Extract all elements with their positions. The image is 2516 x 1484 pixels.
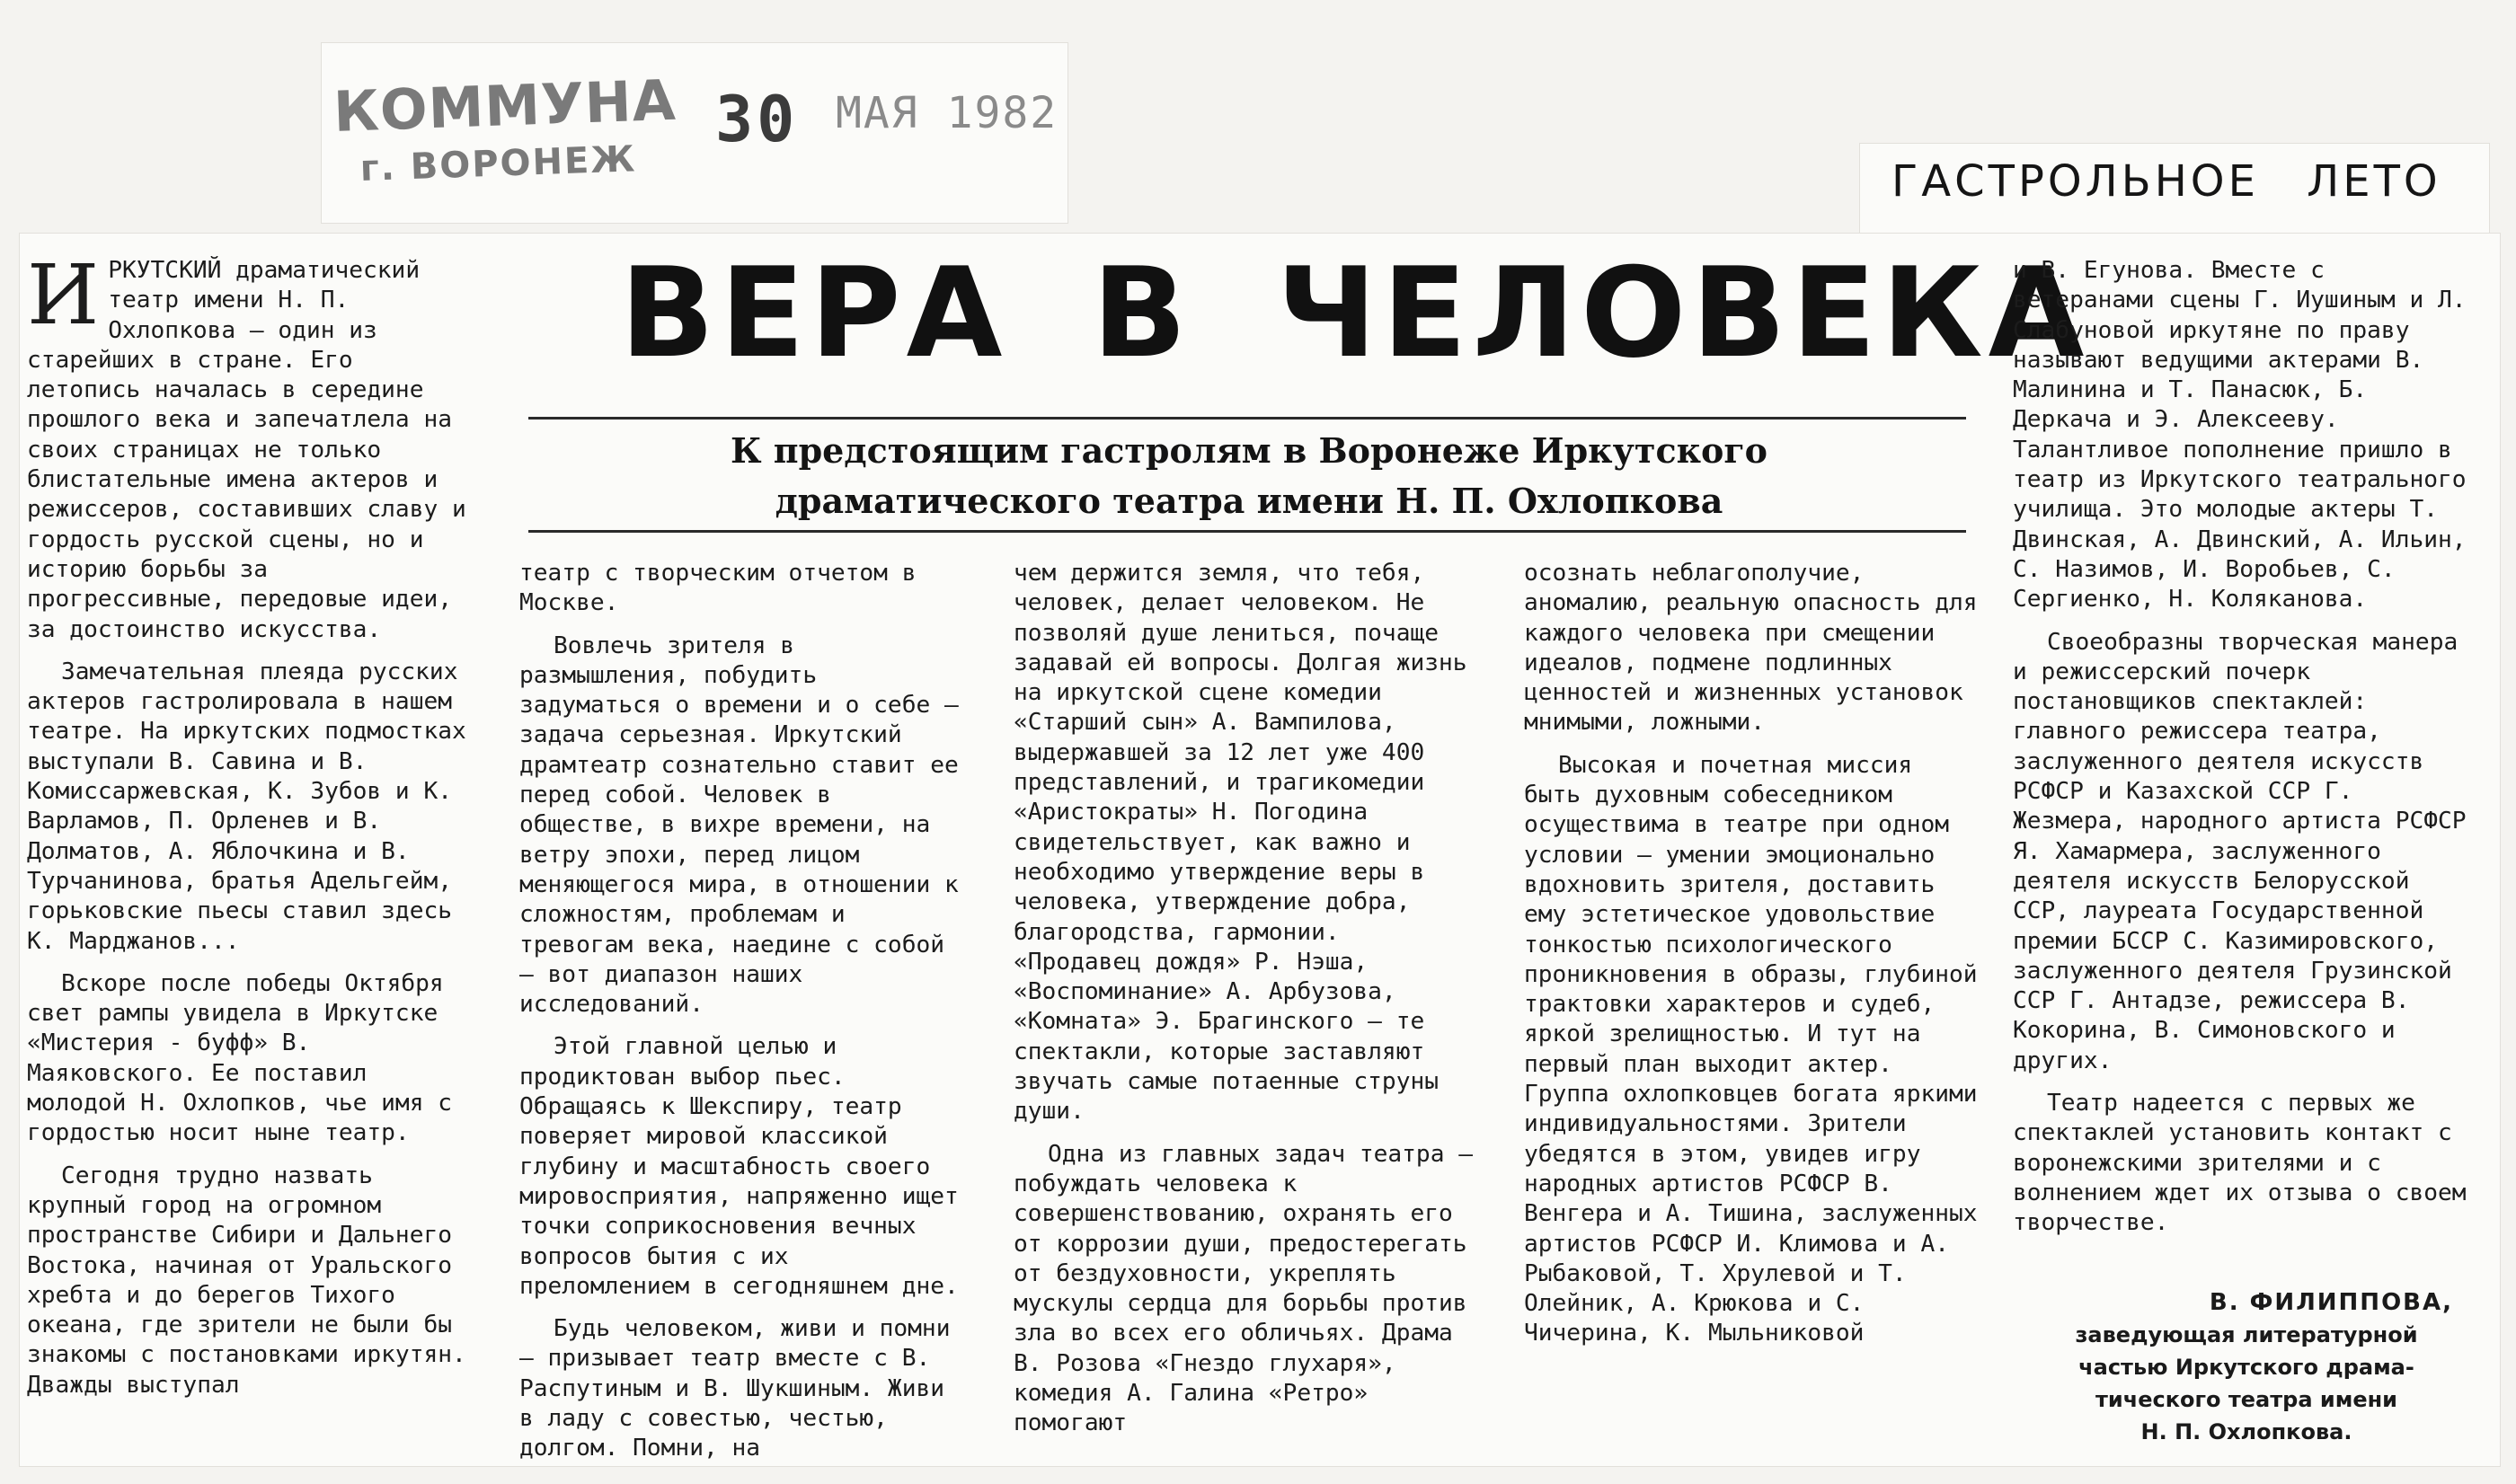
article-subhead <box>539 426 1959 526</box>
author-title-line: заведующая литературной <box>2075 1322 2418 1347</box>
author-title-line: тического театра имени <box>2095 1387 2397 1412</box>
subhead-line-1: К предстоящим гастролям в Воронеже Иркутского <box>730 430 1768 471</box>
paragraph: Высокая и почетная миссия быть духовным собеседником осуществима в театре при одном условии — умении эмоционально вдохновить зрителя, доставить ему эстетическое удовольствие тонкостью психологического проникновения в образы, глубиной трактовки характеров и судеб, яркой зрелищностью. И тут на первый план выходит актер. Группа охлопковцев богата яркими индивидуальностями. Зрители убедятся в этом, увидев игру народных артистов РСФСР В. Венгера и А. Тишина, заслуженных артистов РСФСР И. Климова и А. Рыбаковой, Т. Хрулевой и Т. Олейник, А. Крюкова и С. Чичерина, К. Мыльниковой <box>1524 751 1978 1347</box>
stamp-city: г. ВОРОНЕЖ <box>359 138 638 190</box>
paragraph: Замечательная плеяда русских актеров гастролировала в нашем театре. На иркутских подмостках выступали В. Савина и В. Комиссаржевская, К. Зубов и К. Варламов, П. Орленев и В. Долматов, А. Яблочкина и В. Турчанинова, братья Адельгейм, горьковские пьесы ставил здесь К. Марджанов... <box>27 658 466 955</box>
paragraph: чем держится земля, что тебя, человек, делает человеком. Не позволяй душе лениться, почаще задавай ей вопросы. Долгая жизнь на иркутской сцене комедии «Старший сын» А. Вампилова, выдержавшей за 12 лет уже 400 представлений, и трагикомедии «Аристократы» Н. Погодина свидетельствует, как важно и необходимо утверждение веры в человека, утверждение добра, благородства, гармонии. «Продавец дождя» Р. Нэша, «Воспоминание» А. Арбузова, «Комната» Э. Брагинского — те спектакли, которые заставляют звучать самые потаенные струны души. <box>1014 560 1467 1126</box>
article-column-2 <box>519 559 969 1464</box>
subhead-line-2: драматического театра имени Н. П. Охлопкова <box>775 481 1723 521</box>
article-column-4 <box>1524 559 1982 1349</box>
stamp-date-day: 30 <box>715 83 799 156</box>
article-headline: ВЕРА В ЧЕЛОВЕКА <box>620 241 2090 385</box>
paragraph: Будь человеком, живи и помни — призывает театр вместе с В. Распутиным и В. Шукшиным. Живи в ладу с совестью, честью, долгом. Помни, на <box>519 1315 951 1462</box>
paragraph: Одна из главных задач театра — побуждать человека к совершенствованию, охранять его от коррозии души, предостерегать от бездуховности, укреплять мускулы сердца для борьбы против зла во всех его обличьях. Драма В. Розова «Гнездо глухаря», комедия А. Галина «Ретро» помогают <box>1014 1140 1473 1437</box>
paragraph: Театр надеется с первых же спектаклей установить контакт с воронежскими зрителями и с волнением ждет их отзыва о своем творчестве. <box>2013 1090 2467 1237</box>
subhead-top-rule <box>528 417 1966 420</box>
paragraph: театр с творческим отчетом в Москве. <box>519 560 917 617</box>
article-column-3 <box>1014 559 1479 1439</box>
paragraph: ИРКУТСКИЙ драматический театр имени Н. П. Охлопкова — один из старейших в стране. Его летопись началась в середине прошлого века и запечатлела на своих страницах не только блистательные имена актеров и режиссеров, составивших славу и гордость русской сцены, но и историю борьбы за прогрессивные, передовые идеи, за достоинство искусства. <box>27 247 466 643</box>
paragraph: Сегодня трудно назвать крупный город на огромном пространстве Сибири и Дальнего Востока, начиная от Уральского хребта и до берегов Тихого океана, где зрители не были бы знакомы с постановками иркутян. Дважды выступал <box>27 1162 466 1399</box>
paragraph: Своеобразны творческая манера и режиссерский почерк постановщиков спектаклей: главного режиссера театра, заслуженного деятеля искусств РСФСР и Казахской ССР Г. Жезмера, народного артиста РСФСР Я. Хамармера, заслуженного деятеля искусств Белорусской ССР, лауреата Государственной премии БССР С. Казимировского, заслуженного деятеля Грузинской ССР Г. Антадзе, режиссера В. Кокорина, В. Симоновского и других. <box>2013 628 2467 1074</box>
author-name: В. ФИЛИППОВА, <box>2209 1289 2453 1316</box>
paragraph: Этой главной целью и продиктован выбор пьес. Обращаясь к Шекспиру, театр поверяет мировой классикой глубину и масштабность своего мировосприятия, напряженно ищет точки соприкосновения вечных вопросов бытия с их преломлением в сегодняшнем дне. <box>519 1033 959 1300</box>
stamp-newspaper-name: КОММУНА <box>332 66 678 145</box>
author-title-line: Н. П. Охлопкова. <box>2140 1419 2352 1444</box>
drop-cap: И <box>27 247 100 343</box>
article-column-5 <box>2013 256 2480 1239</box>
paragraph: осознать неблагополучие, аномалию, реальную опасность для каждого человека при смещении идеалов, подмене подлинных ценностей и жизненных установок мнимыми, ложными. <box>1524 560 1978 737</box>
paragraph: и В. Егунова. Вместе с ветеранами сцены Г. Иушиным и Л. Слабуновой иркутяне по праву называют ведущими актерами В. Малинина и Т. Панасюк, Б. Деркача и Э. Алексееву. Талантливое пополнение пришло в театр из Иркутского театрального училища. Это молодые актеры Т. Двинская, А. Двинский, А. Ильин, С. Назимов, И. Воробьев, С. Сергиенко, Н. Коляканова. <box>2013 257 2467 614</box>
paragraph: Вовлечь зрителя в размышления, побудить задуматься о времени и о себе — задача серьезная. Иркутский драмтеатр сознательно ставит ее перед собой. Человек в обществе, в вихре времени, на ветру эпохи, перед лицом меняющегося мира, в отношении к сложностям, проблемам и тревогам века, наедине с собой — вот диапазон наших исследований. <box>519 632 959 1019</box>
author-title-line: частью Иркутского драма- <box>2078 1355 2414 1380</box>
paragraph: Вскоре после победы Октября свет рампы увидела в Иркутске «Мистерия - буфф» В. Маяковского. Ее поставил молодой Н. Охлопков, чье имя с гордостью носит ныне театр. <box>27 969 452 1147</box>
article-column-1 <box>27 247 476 1400</box>
subhead-bottom-rule <box>528 530 1966 533</box>
author-signature <box>2040 1286 2453 1448</box>
stamp-date-month: МАЯ 1982 <box>836 88 1059 138</box>
rubric-label: ГАСТРОЛЬНОЕ ЛЕТО <box>1891 156 2441 207</box>
